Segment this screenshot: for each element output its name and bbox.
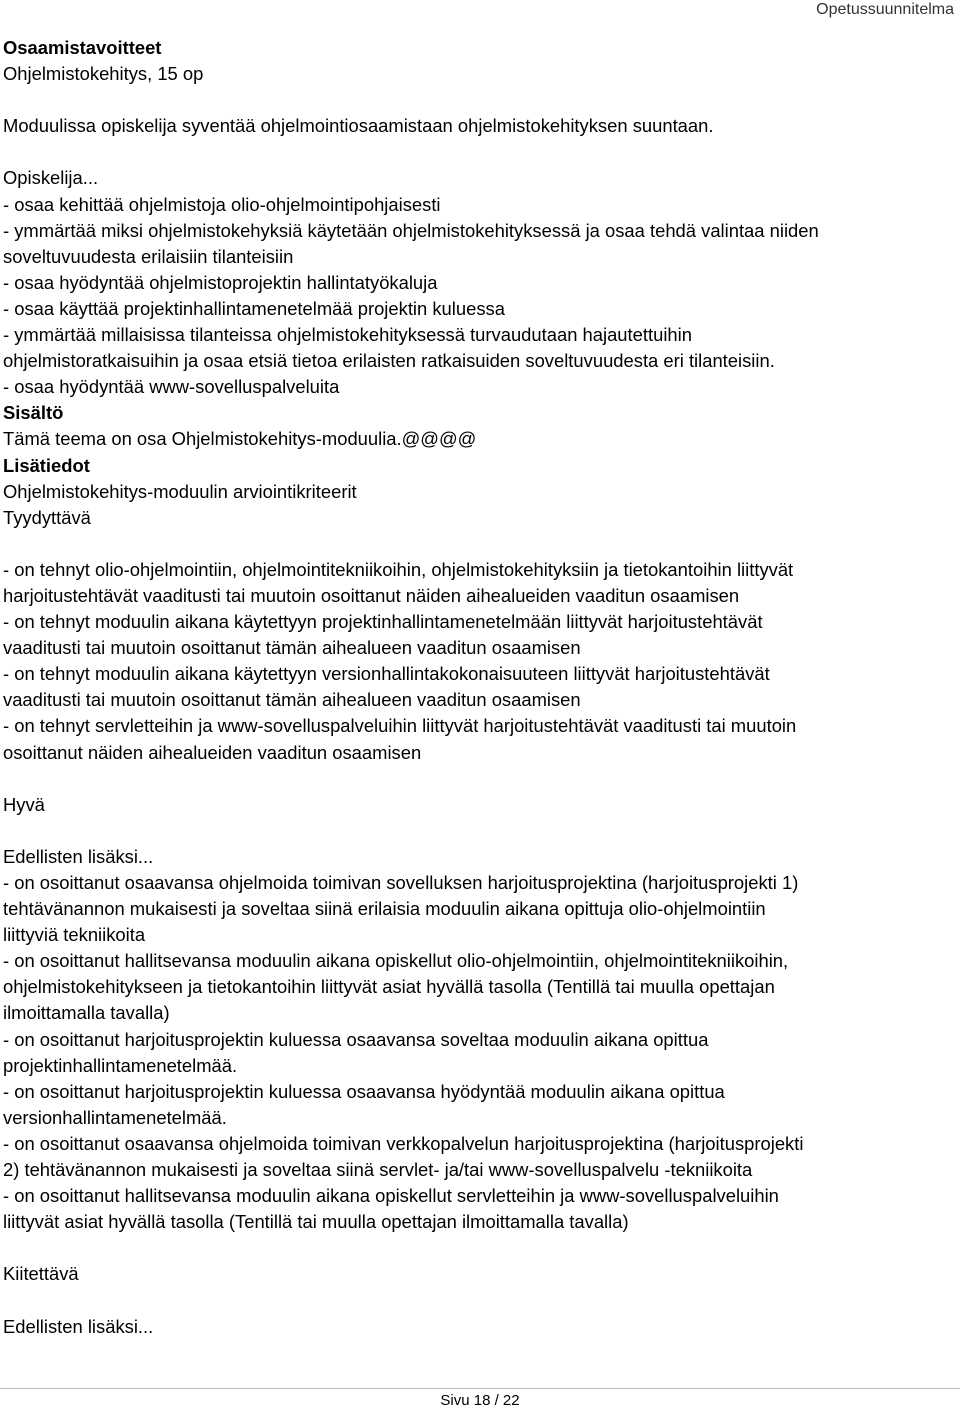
blank-line — [3, 531, 953, 557]
text-line: Tämä teema on osa Ohjelmistokehitys-moduulia.@@@@ — [3, 428, 477, 450]
text-line: Hyvä — [3, 793, 45, 815]
text-line: - on osoittanut harjoitusprojektin kuluessa osaavansa hyödyntää moduulin aikana opittua — [3, 1080, 725, 1102]
text-line: Opiskelija... — [3, 167, 99, 189]
blank-line — [3, 87, 953, 113]
footer-divider — [0, 1388, 960, 1389]
text-line: projektinhallintamenetelmää. — [3, 1054, 238, 1076]
text-line: harjoitustehtävät vaaditusti tai muutoin osoittanut näiden aihealueiden vaaditun osaamisen — [3, 584, 740, 606]
text-line: - osaa kehittää ohjelmistoja olio-ohjelmointipohjaisesti — [3, 193, 441, 215]
text-line: Kiitettävä — [3, 1263, 79, 1285]
blank-line — [3, 766, 953, 792]
text-line: liittyvät asiat hyvällä tasolla (Tentillä tai muulla opettajan ilmoittamalla tavalla) — [3, 1211, 629, 1233]
text-line: liittyviä tekniikoita — [3, 924, 146, 946]
text-line: - on osoittanut harjoitusprojektin kuluessa osaavansa soveltaa moduulin aikana opittua — [3, 1028, 709, 1050]
text-line: osoittanut näiden aihealueiden vaaditun osaamisen — [3, 741, 422, 763]
text-line: - ymmärtää millaisissa tilanteissa ohjelmistokehityksessä turvaudutaan hajautettuihin — [3, 324, 692, 346]
page-number: Sivu 18 / 22 — [440, 1392, 520, 1409]
text-line: - on tehnyt olio-ohjelmointiin, ohjelmointitekniikoihin, ohjelmistokehityksiin ja tietokantoihin liittyvät — [3, 558, 794, 580]
text-line: Moduulissa opiskelija syventää ohjelmointiosaamistaan ohjelmistokehityksen suuntaan. — [3, 115, 714, 137]
text-line: - on tehnyt moduulin aikana käytettyyn versionhallintakokonaisuuteen liittyvät harjoitustehtävät — [3, 663, 770, 685]
text-line: - osaa hyödyntää ohjelmistoprojektin hallintatyökaluja — [3, 271, 438, 293]
text-line: - ymmärtää miksi ohjelmistokehyksiä käytetään ohjelmistokehityksessä ja osaa tehdä valintaa niiden — [3, 219, 819, 241]
section-heading: Lisätiedot — [3, 454, 90, 476]
text-line: - on osoittanut hallitsevansa moduulin aikana opiskellut servletteihin ja www-sovelluspalveluihin — [3, 1185, 779, 1207]
blank-line — [3, 1235, 953, 1261]
text-line: Ohjelmistokehitys-moduulin arviointikriteerit — [3, 480, 357, 502]
text-line: Edellisten lisäksi... — [3, 845, 154, 867]
text-line: - osaa käyttää projektinhallintamenetelmää projektin kuluessa — [3, 297, 505, 319]
section-heading: Sisältö — [3, 402, 64, 424]
text-line: ohjelmistokehitykseen ja tietokantoihin liittyvät asiat hyvällä tasolla (Tentillä tai muulla opettajan — [3, 976, 775, 998]
document-body — [3, 35, 953, 1340]
document-type-label: Opetussuunnitelma — [816, 1, 954, 18]
blank-line — [3, 818, 953, 844]
blank-line — [3, 139, 953, 165]
text-line: ilmoittamalla tavalla) — [3, 1002, 170, 1024]
text-line: Ohjelmistokehitys, 15 op — [3, 63, 204, 85]
text-line: - on osoittanut hallitsevansa moduulin aikana opiskellut olio-ohjelmointiin, ohjelmointitekniikoihin, — [3, 950, 789, 972]
section-heading: Osaamistavoitteet — [3, 37, 162, 58]
text-line: - on tehnyt moduulin aikana käytettyyn projektinhallintamenetelmään liittyvät harjoitustehtävät — [3, 611, 763, 633]
text-line: - on osoittanut osaavansa ohjelmoida toimivan sovelluksen harjoitusprojektina (harjoitusprojekti 1) — [3, 872, 799, 893]
text-line: 2) tehtävänannon mukaisesti ja soveltaa siinä servlet- ja/tai www-sovelluspalvelu -tekniikoita — [3, 1159, 753, 1181]
text-line: - osaa hyödyntää www-sovelluspalveluita — [3, 376, 340, 398]
text-line: Tyydyttävä — [3, 506, 91, 528]
text-line: - on osoittanut osaavansa ohjelmoida toimivan verkkopalvelun harjoitusprojektina (harjoitusprojekti — [3, 1132, 804, 1154]
text-line: vaaditusti tai muutoin osoittanut tämän aihealueen vaaditun osaamisen — [3, 637, 581, 659]
text-line: tehtävänannon mukaisesti ja soveltaa siinä erilaisia moduulin aikana opittuja olio-ohjelmointiin — [3, 898, 766, 920]
blank-line — [3, 1288, 953, 1314]
text-line: vaaditusti tai muutoin osoittanut tämän aihealueen vaaditun osaamisen — [3, 689, 581, 711]
text-line: versionhallintamenetelmää. — [3, 1106, 227, 1128]
text-line: - on tehnyt servletteihin ja www-sovelluspalveluihin liittyvät harjoitustehtävät vaaditusti tai muutoin — [3, 715, 797, 737]
text-line: soveltuvuudesta erilaisiin tilanteisiin — [3, 245, 294, 267]
text-line: Edellisten lisäksi... — [3, 1315, 154, 1337]
text-line: ohjelmistoratkaisuihin ja osaa etsiä tietoa erilaisten ratkaisuiden soveltuvuudesta eri tilanteisiin. — [3, 350, 775, 372]
